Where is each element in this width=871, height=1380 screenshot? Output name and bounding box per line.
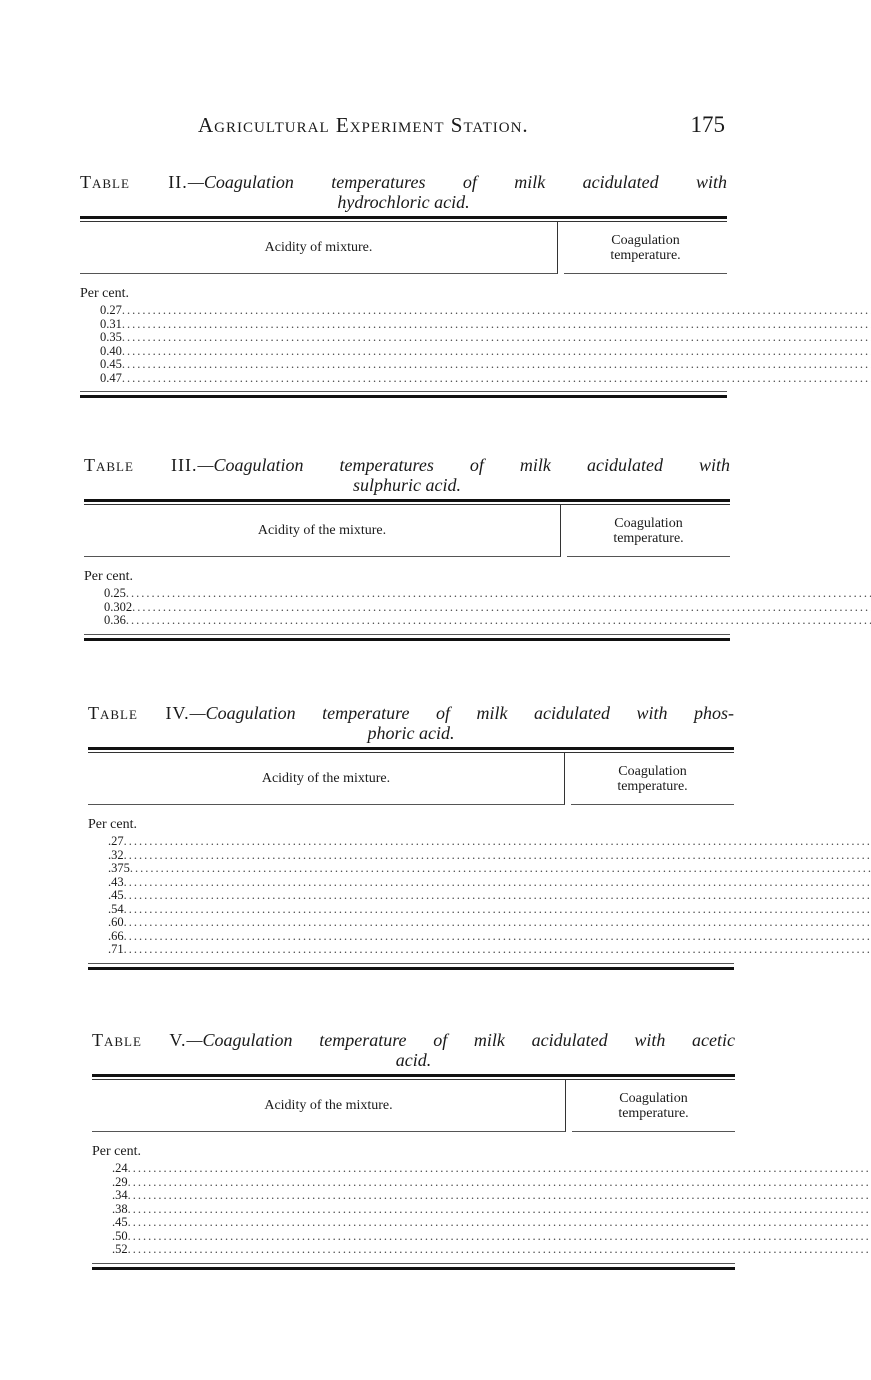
acidity-value: 0.36 — [104, 613, 126, 627]
leader-dots — [128, 1162, 871, 1176]
running-header — [80, 112, 725, 138]
table-row — [92, 1162, 871, 1176]
caption-text: —Coagulation temperatures of milk acidulated with — [197, 455, 730, 475]
acidity-value: 0.31 — [100, 316, 122, 331]
leader-dots — [126, 587, 871, 601]
acidity-value: 0.40 — [100, 343, 122, 358]
caption-continuation: phoric acid. — [367, 723, 455, 743]
caption-text: —Coagulation temperature of milk acidulated with phos- — [189, 703, 734, 723]
table-caption — [88, 703, 734, 723]
acidity-value: 0.47 — [100, 370, 122, 385]
acidity-unit: Per cent. — [80, 286, 129, 301]
top-rule — [84, 499, 730, 502]
acidity-column — [80, 274, 871, 385]
table-block — [84, 455, 730, 641]
table-row — [88, 916, 871, 930]
table-row — [92, 1176, 871, 1190]
acidity-column — [88, 805, 871, 957]
leader-dots — [132, 601, 871, 615]
acidity-value: .34 — [112, 1188, 128, 1202]
acidity-value: .45 — [108, 888, 124, 902]
table-row — [80, 304, 871, 318]
acidity-value: 0.35 — [100, 330, 122, 344]
leader-dots — [128, 1203, 871, 1217]
table-header — [84, 505, 730, 557]
table-label: Table IV. — [88, 703, 190, 723]
table-header — [92, 1080, 735, 1132]
leader-dots — [124, 835, 871, 849]
leader-dots — [122, 345, 871, 359]
table-row — [88, 835, 871, 849]
table-row — [88, 943, 871, 957]
table-header — [88, 753, 734, 805]
table-row — [80, 345, 871, 359]
leader-dots — [122, 358, 871, 372]
table-row — [88, 930, 871, 944]
bottom-rule — [84, 638, 730, 641]
table-row — [88, 889, 871, 903]
leader-dots — [130, 862, 871, 876]
top-rule — [88, 747, 734, 750]
bottom-rule-thin — [88, 963, 734, 964]
table-row — [84, 601, 871, 615]
leader-dots — [122, 372, 871, 386]
table-row — [88, 876, 871, 890]
table-body — [84, 557, 730, 628]
acidity-value: .60 — [108, 915, 124, 929]
table-row — [92, 1230, 871, 1244]
table-row — [80, 318, 871, 332]
table-body — [88, 805, 734, 957]
acidity-unit: Per cent. — [84, 569, 133, 584]
leader-dots — [124, 889, 871, 903]
leader-dots — [124, 916, 871, 930]
acidity-unit: Per cent. — [88, 817, 137, 832]
leader-dots — [124, 876, 871, 890]
table-row — [92, 1243, 871, 1257]
bottom-rule — [80, 395, 727, 398]
acidity-value: 0.302 — [104, 599, 133, 614]
leader-dots — [124, 943, 871, 957]
table-label: Table III. — [84, 455, 198, 475]
table-row — [84, 587, 871, 601]
top-rule — [92, 1074, 735, 1077]
caption-text: —Coagulation temperatures of milk acidulated with — [187, 172, 727, 192]
acidity-column — [92, 1132, 871, 1257]
table-row — [92, 1203, 871, 1217]
col-header-acidity: Acidity of the mixture. — [92, 1080, 566, 1132]
acidity-value: .375 — [108, 861, 130, 875]
bottom-rule — [88, 967, 734, 970]
acidity-value: .32 — [108, 847, 124, 862]
col-header-temperature: Coagulation temperature. — [564, 222, 727, 274]
table-row — [88, 849, 871, 863]
acidity-value: .29 — [112, 1174, 128, 1189]
col-header-acidity: Acidity of mixture. — [80, 222, 558, 274]
acidity-value: .52 — [112, 1242, 128, 1256]
col-header-temperature: Coagulation temperature. — [571, 753, 734, 805]
acidity-unit: Per cent. — [92, 1144, 141, 1159]
table-caption — [92, 1030, 735, 1050]
top-rule — [80, 216, 727, 219]
acidity-column — [84, 557, 871, 628]
caption-text: —Coagulation temperature of milk acidulated with acetic — [186, 1030, 735, 1050]
acidity-value: .43 — [108, 874, 124, 889]
table-body — [92, 1132, 735, 1257]
leader-dots — [124, 903, 871, 917]
table-block — [80, 172, 727, 398]
acidity-value: .45 — [112, 1215, 128, 1229]
bottom-rule — [92, 1267, 735, 1270]
acidity-value: .27 — [108, 834, 124, 848]
table-row — [80, 372, 871, 386]
bottom-rule-thin — [84, 634, 730, 635]
acidity-value: 0.45 — [100, 357, 122, 371]
table-row — [80, 358, 871, 372]
table-caption — [80, 172, 727, 192]
leader-dots — [124, 849, 871, 863]
table-caption — [84, 455, 730, 475]
acidity-value: 0.25 — [104, 586, 126, 600]
acidity-value: .71 — [108, 942, 124, 956]
acidity-value: .24 — [112, 1161, 128, 1175]
table-header — [80, 222, 727, 274]
col-header-acidity: Acidity of the mixture. — [84, 505, 561, 557]
table-label: Table V. — [92, 1030, 187, 1050]
caption-continuation: sulphuric acid. — [353, 475, 461, 495]
table-row — [84, 614, 871, 628]
leader-dots — [122, 331, 871, 345]
leader-dots — [124, 930, 871, 944]
page-number: 175 — [690, 112, 725, 137]
acidity-value: .54 — [108, 901, 124, 916]
table-row — [92, 1216, 871, 1230]
running-title: Agricultural Experiment Station. — [198, 113, 529, 137]
leader-dots — [128, 1230, 871, 1244]
bottom-rule-thin — [80, 391, 727, 392]
table-block — [88, 703, 734, 970]
caption-continuation: hydrochloric acid. — [337, 192, 470, 212]
leader-dots — [128, 1216, 871, 1230]
acidity-value: .66 — [108, 928, 124, 943]
bottom-rule-thin — [92, 1263, 735, 1264]
table-row — [88, 862, 871, 876]
table-row — [80, 331, 871, 345]
table-label: Table II. — [80, 172, 188, 192]
acidity-value: .50 — [112, 1228, 128, 1243]
col-header-acidity: Acidity of the mixture. — [88, 753, 565, 805]
caption-continuation: acid. — [395, 1050, 432, 1070]
table-block — [92, 1030, 735, 1270]
leader-dots — [128, 1176, 871, 1190]
col-header-temperature: Coagulation temperature. — [572, 1080, 735, 1132]
acidity-value: .38 — [112, 1201, 128, 1216]
table-row — [92, 1189, 871, 1203]
leader-dots — [128, 1189, 871, 1203]
leader-dots — [128, 1243, 871, 1257]
leader-dots — [126, 614, 871, 628]
leader-dots — [122, 304, 871, 318]
col-header-temperature: Coagulation temperature. — [567, 505, 730, 557]
acidity-value: 0.27 — [100, 303, 122, 317]
table-body — [80, 274, 727, 385]
leader-dots — [122, 318, 871, 332]
table-row — [88, 903, 871, 917]
